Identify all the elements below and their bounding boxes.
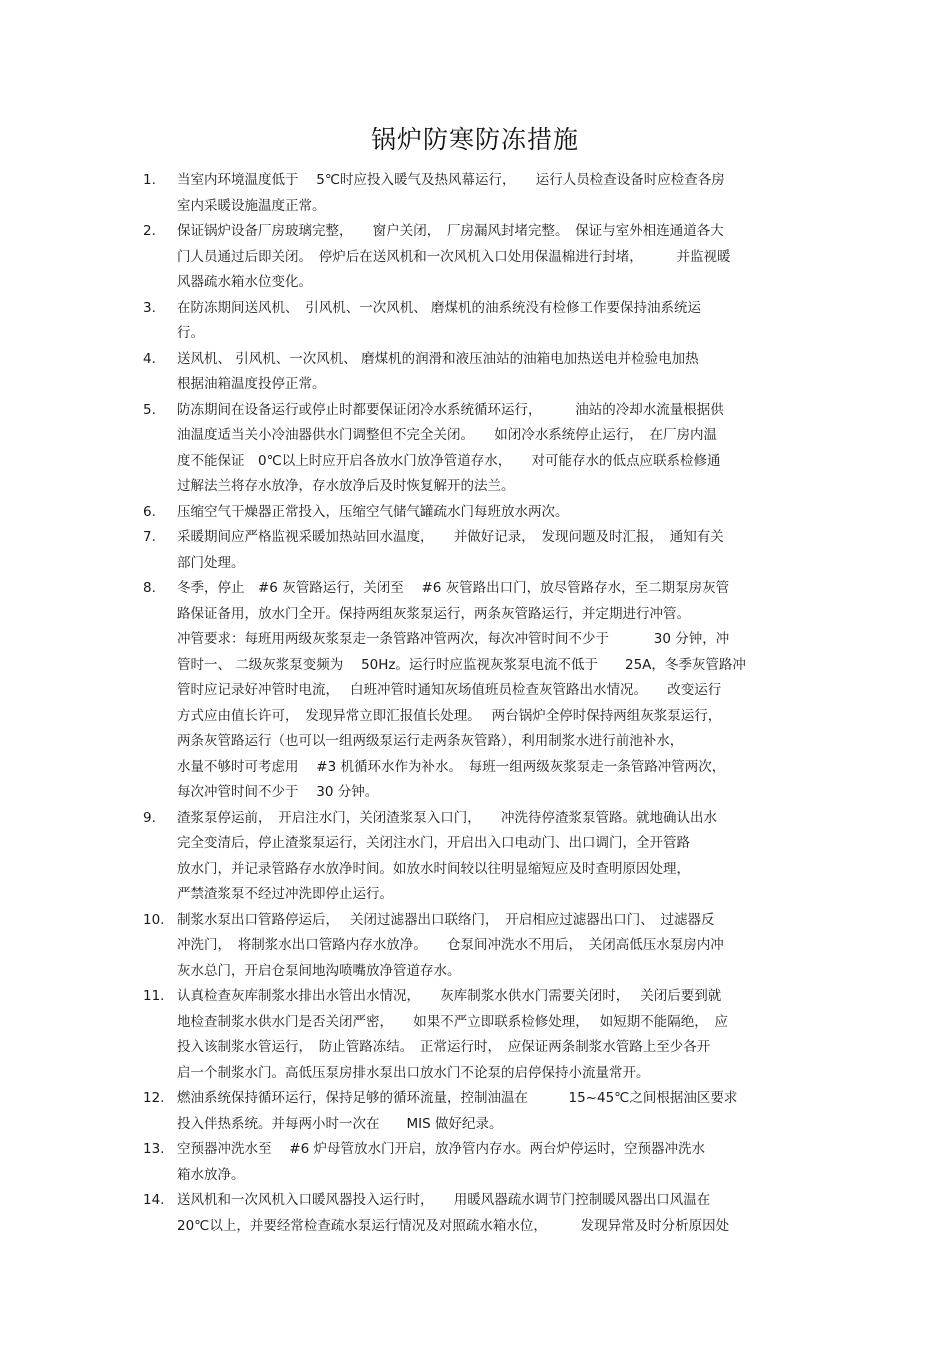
- item-text-line: 水量不够时可考虑用 #3 机循环水作为补水。 每班一组两级灰浆泵走一条管路冲管两次，: [177, 758, 726, 775]
- item-text-line: 采暖期间应严格监视采暖加热站回水温度， 并做好记录， 发现问题及时汇报， 通知有关: [177, 529, 724, 545]
- item-text-line: 行。: [177, 325, 204, 341]
- item-number: 4.: [143, 350, 156, 367]
- item-text-line: 完全变清后，停止渣浆泵运行，关闭注水门，开启出入口电动门、出口调门，全开管路: [177, 835, 690, 851]
- item-number: 8.: [143, 580, 156, 596]
- list-item: [0, 168, 950, 219]
- item-text-line: 部门处理。: [177, 554, 245, 571]
- list-item: [0, 1137, 950, 1188]
- item-text-line: 管时应记录好冲管时电流， 白班冲管时通知灰场值班员检查灰管路出水情况。 改变运行: [177, 682, 722, 698]
- item-text-line: 灰水总门，开启仓泵间地沟喷嘴放净管道存水。: [177, 962, 461, 979]
- item-text-line: 管时一、 二级灰浆泵变频为 50Hz。运行时应监视灰浆泵电流不低于 25A，冬季灰管路冲: [177, 656, 746, 673]
- list-item: [0, 1188, 950, 1239]
- list-item: [0, 1086, 950, 1137]
- item-text-line: 放水门，并记录管路存水放净时间。如放水时间较以往明显缩短应及时查明原因处理，: [177, 860, 690, 877]
- list-item: [0, 296, 950, 347]
- item-text-line: 当室内环境温度低于 5℃时应投入暖气及热风幕运行， 运行人员检查设备时应检查各房: [177, 172, 725, 188]
- item-text-line: 油温度适当关小冷油器供水门调整但不完全关闭。 如闭冷水系统停止运行， 在厂房内温: [177, 427, 717, 443]
- item-number: 13.: [143, 1141, 165, 1157]
- item-number: 2.: [143, 223, 156, 239]
- item-number: 3.: [143, 299, 156, 316]
- list-item: [0, 398, 950, 500]
- item-number: 11.: [143, 988, 165, 1004]
- item-number: 1.: [143, 172, 156, 188]
- item-text-line: 燃油系统保持循环运行，保持足够的循环流量，控制油温在 15~45℃之间根据油区要求: [177, 1090, 738, 1106]
- item-number: 10.: [143, 911, 165, 928]
- item-text-line: 风器疏水箱水位变化。: [177, 274, 312, 290]
- item-text-line: 冲洗门， 将制浆水出口管路内存水放净。 仓泵间冲洗水不用后， 关闭高低压水泵房内冲: [177, 937, 724, 953]
- measures-list: [0, 168, 950, 1239]
- item-text-line: 每次冲管时间不少于 30 分钟。: [177, 784, 379, 800]
- list-item: [0, 219, 950, 296]
- item-number: 5.: [143, 401, 156, 418]
- list-item: [0, 908, 950, 985]
- item-number: 6.: [143, 503, 156, 520]
- item-number: 9.: [143, 809, 156, 826]
- item-text-line: 冲管要求：每班用两级灰浆泵走一条管路冲管两次，每次冲管时间不少于 30 分钟，冲: [177, 631, 730, 647]
- item-text-line: 防冻期间在设备运行或停止时都要保证闭冷水系统循环运行， 油站的冷却水流量根据供: [177, 401, 724, 418]
- item-number: 7.: [143, 529, 156, 545]
- item-text-line: 地检查制浆水供水门是否关闭严密， 如果不严立即联系检修处理， 如短期不能隔绝， 应: [177, 1013, 729, 1030]
- list-item: [0, 984, 950, 1086]
- item-text-line: 冬季，停止 #6 灰管路运行，关闭至 #6 灰管路出口门，放尽管路存水，至二期泵房灰管: [177, 580, 730, 596]
- item-text-line: 路保证备用，放水门全开。保持两组灰浆泵运行，两条灰管路运行，并定期进行冲管。: [177, 605, 690, 622]
- item-text-line: 送风机、 引风机、一次风机、 磨煤机的润滑和液压油站的油箱电加热送电并检验电加热: [177, 350, 699, 367]
- list-item: [0, 347, 950, 398]
- item-text-line: 度不能保证 0℃以上时应开启各放水门放净管道存水， 对可能存水的低点应联系检修通: [177, 452, 721, 469]
- item-number: 12.: [143, 1090, 165, 1106]
- item-text-line: 投入伴热系统。并每两小时一次在 MIS 做好纪录。: [177, 1115, 503, 1132]
- item-text-line: 室内采暖设施温度正常。: [177, 197, 326, 214]
- item-text-line: 保证锅炉设备厂房玻璃完整， 窗户关闭， 厂房漏风封堵完整。 保证与室外相连通道各大: [177, 223, 724, 239]
- item-text-line: 方式应由值长许可， 发现异常立即汇报值长处理。 两台锅炉全停时保持两组灰浆泵运行，: [177, 707, 722, 724]
- item-text-line: 制浆水泵出口管路停运后， 关闭过滤器出口联络门， 开启相应过滤器出口门、 过滤器反: [177, 911, 715, 928]
- list-item: [0, 500, 950, 526]
- item-number: 14.: [143, 1192, 165, 1208]
- item-text-line: 启一个制浆水门。高低压泵房排水泵出口放水门不论泵的启停保持小流量常开。: [177, 1064, 650, 1081]
- item-text-line: 认真检查灰库制浆水排出水管出水情况， 灰库制浆水供水门需要关闭时， 关闭后要到就: [177, 988, 722, 1004]
- item-text-line: 两条灰管路运行（也可以一组两级泵运行走两条灰管路），利用制浆水进行前池补水，: [177, 733, 684, 749]
- list-item: [0, 806, 950, 908]
- list-item: [0, 576, 950, 806]
- item-text-line: 渣浆泵停运前， 开启注水门，关闭渣浆泵入口门， 冲洗待停渣浆泵管路。就地确认出水: [177, 809, 717, 826]
- item-text-line: 根据油箱温度投停正常。: [177, 376, 326, 392]
- item-text-line: 20℃以上，并要经常检查疏水泵运行情况及对照疏水箱水位， 发现异常及时分析原因处: [177, 1217, 730, 1234]
- item-text-line: 送风机和一次风机入口暖风器投入运行时， 用暖风器疏水调节门控制暖风器出口风温在: [177, 1192, 711, 1208]
- item-text-line: 在防冻期间送风机、 引风机、一次风机、 磨煤机的油系统没有检修工作要保持油系统运: [177, 299, 702, 316]
- document-title: 锅炉防寒防冻措施: [370, 125, 579, 154]
- item-text-line: 压缩空气干燥器正常投入，压缩空气储气罐疏水门每班放水两次。: [177, 503, 569, 520]
- item-text-line: 过解法兰将存水放净，存水放净后及时恢复解开的法兰。: [177, 478, 515, 494]
- item-text-line: 空预器冲洗水至 #6 炉母管放水门开启，放净管内存水。两台炉停运时，空预器冲洗水: [177, 1141, 705, 1157]
- item-text-line: 投入该制浆水管运行， 防止管路冻结。 正常运行时， 应保证两条制浆水管路上至少各开: [177, 1039, 711, 1055]
- item-text-line: 门人员通过后即关闭。 停炉后在送风机和一次风机入口处用保温棉进行封堵， 并监视暖: [177, 248, 731, 265]
- item-text-line: 箱水放净。: [177, 1166, 245, 1183]
- list-item: [0, 525, 950, 576]
- item-text-line: 严禁渣浆泵不经过冲洗即停止运行。: [177, 886, 393, 902]
